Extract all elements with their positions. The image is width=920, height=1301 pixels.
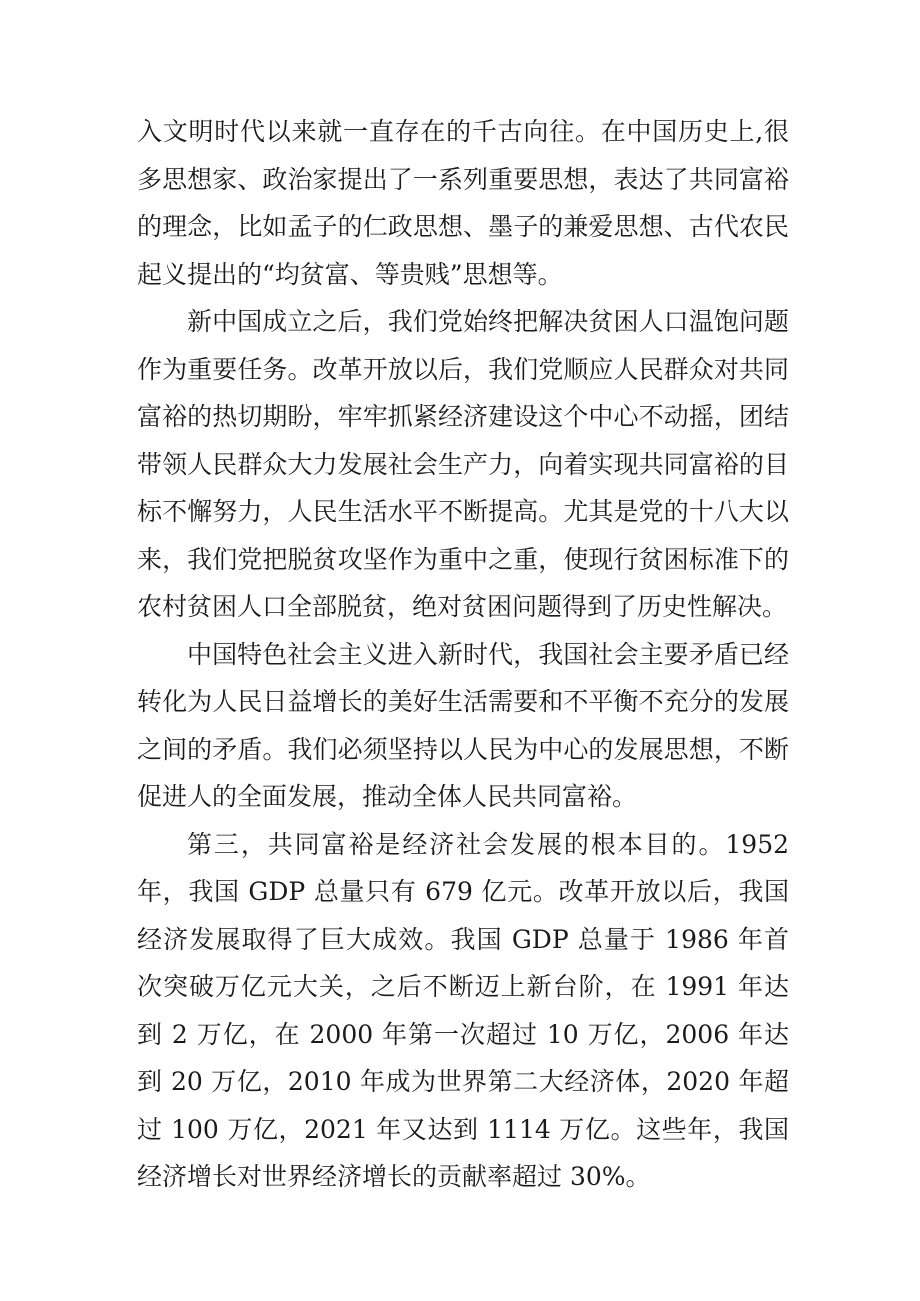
paragraph-new-china: 新中国成立之后，我们党始终把解决贫困人口温饱问题作为重要任务。改革开放以后，我们党顺应人民群众对共同富裕的热切期盼，牢牢抓紧经济建设这个中心不动摇，团结带领人民群众大力发展社会生产力，向着实现共同富裕的目标不懈努力，人民生活水平不断提高。尤其是党的十八大以来，我们党把脱贫攻坚作为重中之重，使现行贫困标准下的农村贫困人口全部脱贫，绝对贫困问题得到了历史性解决。 xyxy=(137,307,789,621)
paragraph-third-point: 第三，共同富裕是经济社会发展的根本目的。1952 年，我国 GDP 总量只有 679 亿元。改革开放以后，我国经济发展取得了巨大成效。我国 GDP 总量于 1986 年首次突破万亿元大关，之后不断迈上新台阶，在 1991 年达到 2 万亿，在 2000 年第一次超过 10 万亿，2006 年达到 20 万亿，2010 年成为世界第二大经济体，2020 年超过 100 万亿，2021 年又达到 1114 万亿。这些年，我国经济增长对世界经济增长的贡献率超过 30%。 xyxy=(137,829,789,1191)
body-text xyxy=(137,108,789,1201)
paragraph-new-era: 中国特色社会主义进入新时代，我国社会主要矛盾已经转化为人民日益增长的美好生活需要和不平衡不充分的发展之间的矛盾。我们必须坚持以人民为中心的发展思想，不断促进人的全面发展，推动全体人民共同富裕。 xyxy=(137,639,789,811)
paragraph-continuation: 入文明时代以来就一直存在的千古向往。在中国历史上,很多思想家、政治家提出了一系列重要思想，表达了共同富裕的理念，比如孟子的仁政思想、墨子的兼爱思想、古代农民起义提出的“均贫富、等贵贱”思想等。 xyxy=(137,117,789,289)
